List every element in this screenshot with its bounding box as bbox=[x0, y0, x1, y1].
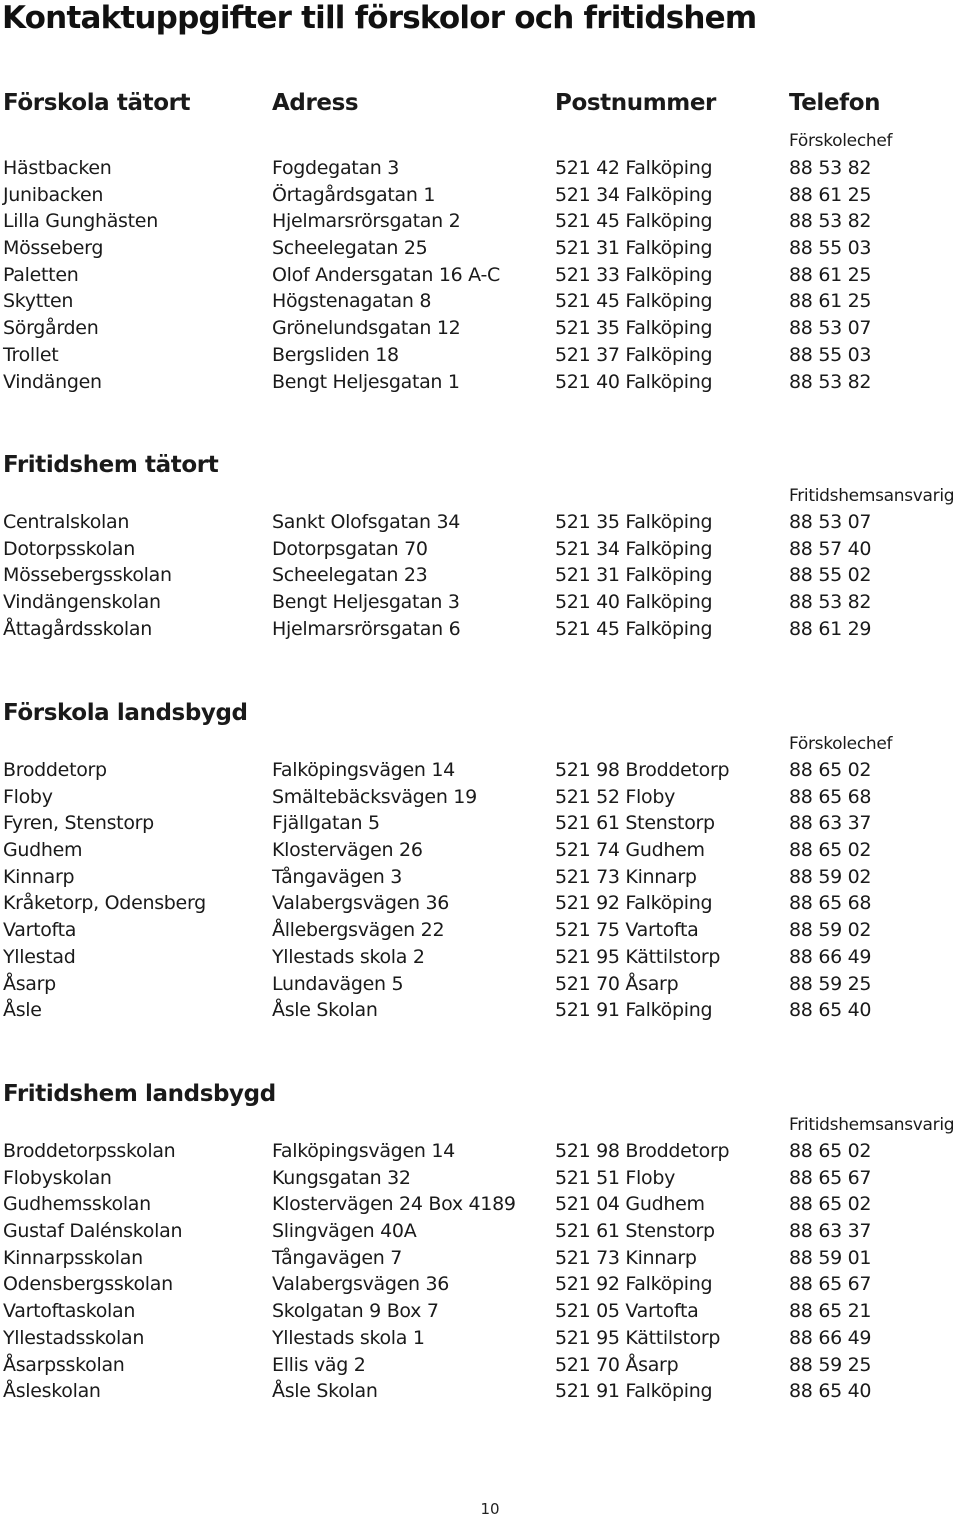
phone-number: 88 65 67 bbox=[789, 1166, 872, 1189]
phone-number: 88 66 49 bbox=[789, 945, 872, 968]
contact-table bbox=[0, 757, 960, 1024]
school-name: Åsleskolan bbox=[3, 1380, 101, 1403]
table-row bbox=[0, 1352, 960, 1379]
school-name: Vartoftaskolan bbox=[3, 1300, 136, 1323]
phone-number: 88 55 03 bbox=[789, 237, 872, 260]
street-address: Grönelundsgatan 12 bbox=[272, 317, 461, 340]
street-address: Åsle Skolan bbox=[272, 1380, 378, 1403]
postal-code: 521 45 Falköping bbox=[555, 290, 713, 313]
phone-number: 88 65 40 bbox=[789, 1380, 872, 1403]
table-row bbox=[0, 208, 960, 235]
table-row bbox=[0, 890, 960, 917]
school-name: Åsarp bbox=[3, 972, 56, 995]
phone-number: 88 65 02 bbox=[789, 839, 872, 862]
street-address: Scheelegatan 23 bbox=[272, 564, 428, 587]
table-row bbox=[0, 1165, 960, 1192]
school-name: Paletten bbox=[3, 263, 79, 286]
postal-code: 521 45 Falköping bbox=[555, 617, 713, 640]
phone-number: 88 59 01 bbox=[789, 1246, 872, 1269]
street-address: Bengt Heljesgatan 3 bbox=[272, 591, 460, 614]
postal-code: 521 35 Falköping bbox=[555, 511, 713, 533]
postal-code: 521 74 Gudhem bbox=[555, 839, 705, 862]
school-name: Sörgården bbox=[3, 317, 99, 340]
column-header-postcode: Postnummer bbox=[555, 90, 716, 116]
street-address: Valabergsvägen 36 bbox=[272, 892, 450, 915]
street-address: Tångavägen 7 bbox=[272, 1246, 402, 1269]
school-name: Yllestadsskolan bbox=[3, 1326, 145, 1349]
postal-code: 521 92 Falköping bbox=[555, 1273, 713, 1296]
postal-code: 521 34 Falköping bbox=[555, 537, 713, 560]
street-address: Åsle Skolan bbox=[272, 999, 378, 1022]
street-address: Slingvägen 40A bbox=[272, 1220, 417, 1243]
street-address: Valabergsvägen 36 bbox=[272, 1273, 450, 1296]
school-name: Lilla Gunghästen bbox=[3, 210, 158, 233]
phone-number: 88 65 02 bbox=[789, 1140, 872, 1162]
postal-code: 521 98 Broddetorp bbox=[555, 759, 730, 781]
phone-number: 88 66 49 bbox=[789, 1326, 872, 1349]
postal-code: 521 37 Falköping bbox=[555, 343, 713, 366]
postal-code: 521 91 Falköping bbox=[555, 1380, 713, 1403]
school-name: Mösseberg bbox=[3, 237, 104, 260]
street-address: Ellis väg 2 bbox=[272, 1353, 366, 1376]
street-address: Falköpingsvägen 14 bbox=[272, 1140, 455, 1162]
contact-role-label: Förskolechef bbox=[789, 131, 893, 151]
phone-number: 88 61 25 bbox=[789, 183, 872, 206]
school-name: Junibacken bbox=[3, 183, 104, 206]
table-row bbox=[0, 1138, 960, 1165]
column-header-phone: Telefon bbox=[789, 90, 881, 116]
school-name: Gudhem bbox=[3, 839, 83, 862]
postal-code: 521 52 Floby bbox=[555, 785, 676, 808]
table-row bbox=[0, 509, 960, 536]
contact-role-label: Fritidshemsansvarig bbox=[789, 1115, 955, 1135]
school-name: Gudhemsskolan bbox=[3, 1193, 151, 1216]
phone-number: 88 55 02 bbox=[789, 564, 872, 587]
postal-code: 521 40 Falköping bbox=[555, 591, 713, 614]
school-name: Yllestad bbox=[3, 945, 76, 968]
street-address: Yllestads skola 1 bbox=[272, 1326, 425, 1349]
postal-code: 521 98 Broddetorp bbox=[555, 1140, 730, 1162]
street-address: Smältebäcksvägen 19 bbox=[272, 785, 477, 808]
phone-number: 88 59 25 bbox=[789, 972, 872, 995]
school-name: Gustaf Dalénskolan bbox=[3, 1220, 183, 1243]
street-address: Hjelmarsrörsgatan 2 bbox=[272, 210, 461, 233]
street-address: Sankt Olofsgatan 34 bbox=[272, 511, 461, 533]
phone-number: 88 57 40 bbox=[789, 537, 872, 560]
street-address: Bengt Heljesgatan 1 bbox=[272, 370, 460, 393]
school-name: Åttagårdsskolan bbox=[3, 617, 152, 640]
school-name: Vindängenskolan bbox=[3, 591, 161, 614]
street-address: Tångavägen 3 bbox=[272, 865, 402, 888]
postal-code: 521 05 Vartofta bbox=[555, 1300, 699, 1323]
table-row bbox=[0, 944, 960, 971]
street-address: Högstenagatan 8 bbox=[272, 290, 432, 313]
phone-number: 88 63 37 bbox=[789, 1220, 872, 1243]
table-row bbox=[0, 1298, 960, 1325]
postal-code: 521 61 Stenstorp bbox=[555, 1220, 715, 1243]
table-row bbox=[0, 1325, 960, 1352]
postal-code: 521 42 Falköping bbox=[555, 157, 713, 179]
street-address: Lundavägen 5 bbox=[272, 972, 404, 995]
column-header-address: Adress bbox=[272, 90, 359, 116]
school-name: Hästbacken bbox=[3, 157, 112, 179]
contact-table bbox=[0, 509, 960, 642]
street-address: Yllestads skola 2 bbox=[272, 945, 425, 968]
school-name: Kinnarpsskolan bbox=[3, 1246, 143, 1269]
street-address: Kungsgatan 32 bbox=[272, 1166, 411, 1189]
table-row bbox=[0, 1191, 960, 1218]
postal-code: 521 75 Vartofta bbox=[555, 919, 699, 942]
table-row bbox=[0, 369, 960, 396]
street-address: Ållebergsvägen 22 bbox=[272, 919, 445, 942]
postal-code: 521 95 Kättilstorp bbox=[555, 1326, 721, 1349]
school-name: Odensbergsskolan bbox=[3, 1273, 173, 1296]
table-row bbox=[0, 589, 960, 616]
table-row bbox=[0, 536, 960, 563]
table-row bbox=[0, 971, 960, 998]
section-title: Fritidshem tätort bbox=[3, 452, 219, 478]
table-row bbox=[0, 616, 960, 643]
street-address: Hjelmarsrörsgatan 6 bbox=[272, 617, 461, 640]
phone-number: 88 53 82 bbox=[789, 157, 872, 179]
street-address: Falköpingsvägen 14 bbox=[272, 759, 455, 781]
postal-code: 521 31 Falköping bbox=[555, 237, 713, 260]
phone-number: 88 55 03 bbox=[789, 343, 872, 366]
phone-number: 88 59 02 bbox=[789, 865, 872, 888]
school-name: Skytten bbox=[3, 290, 74, 313]
school-name: Mössebergsskolan bbox=[3, 564, 172, 587]
postal-code: 521 61 Stenstorp bbox=[555, 812, 715, 835]
postal-code: 521 31 Falköping bbox=[555, 564, 713, 587]
phone-number: 88 65 67 bbox=[789, 1273, 872, 1296]
street-address: Bergsliden 18 bbox=[272, 343, 399, 366]
table-row bbox=[0, 1378, 960, 1405]
section-title: Förskola landsbygd bbox=[3, 700, 248, 726]
table-row bbox=[0, 235, 960, 262]
school-name: Kråketorp, Odensberg bbox=[3, 892, 206, 915]
table-row bbox=[0, 1218, 960, 1245]
phone-number: 88 65 21 bbox=[789, 1300, 872, 1323]
table-row bbox=[0, 562, 960, 589]
postal-code: 521 95 Kättilstorp bbox=[555, 945, 721, 968]
postal-code: 521 45 Falköping bbox=[555, 210, 713, 233]
postal-code: 521 34 Falköping bbox=[555, 183, 713, 206]
table-row bbox=[0, 182, 960, 209]
phone-number: 88 65 02 bbox=[789, 1193, 872, 1216]
table-row bbox=[0, 315, 960, 342]
phone-number: 88 63 37 bbox=[789, 812, 872, 835]
postal-code: 521 70 Åsarp bbox=[555, 1353, 679, 1376]
postal-code: 521 91 Falköping bbox=[555, 999, 713, 1022]
postal-code: 521 92 Falköping bbox=[555, 892, 713, 915]
school-name: Vartofta bbox=[3, 919, 77, 942]
school-name: Flobyskolan bbox=[3, 1166, 112, 1189]
phone-number: 88 65 68 bbox=[789, 785, 872, 808]
school-name: Floby bbox=[3, 785, 53, 808]
postal-code: 521 33 Falköping bbox=[555, 263, 713, 286]
page-number: 10 bbox=[480, 1500, 500, 1518]
phone-number: 88 59 25 bbox=[789, 1353, 872, 1376]
street-address: Fogdegatan 3 bbox=[272, 157, 400, 179]
school-name: Fyren, Stenstorp bbox=[3, 812, 154, 835]
contact-role-label: Fritidshemsansvarig bbox=[789, 486, 955, 506]
table-row bbox=[0, 864, 960, 891]
postal-code: 521 73 Kinnarp bbox=[555, 1246, 697, 1269]
phone-number: 88 53 07 bbox=[789, 317, 872, 340]
column-header-preschool: Förskola tätort bbox=[3, 90, 191, 116]
postal-code: 521 51 Floby bbox=[555, 1166, 676, 1189]
school-name: Trollet bbox=[3, 343, 59, 366]
street-address: Scheelegatan 25 bbox=[272, 237, 428, 260]
phone-number: 88 61 25 bbox=[789, 263, 872, 286]
phone-number: 88 53 82 bbox=[789, 591, 872, 614]
table-row bbox=[0, 757, 960, 784]
table-row bbox=[0, 288, 960, 315]
phone-number: 88 65 40 bbox=[789, 999, 872, 1022]
page-title: Kontaktuppgifter till förskolor och fritidshem bbox=[2, 0, 757, 36]
phone-number: 88 53 82 bbox=[789, 370, 872, 393]
school-name: Broddetorp bbox=[3, 759, 107, 781]
postal-code: 521 40 Falköping bbox=[555, 370, 713, 393]
table-row bbox=[0, 342, 960, 369]
table-row bbox=[0, 262, 960, 289]
table-row bbox=[0, 155, 960, 182]
phone-number: 88 61 25 bbox=[789, 290, 872, 313]
postal-code: 521 35 Falköping bbox=[555, 317, 713, 340]
table-row bbox=[0, 810, 960, 837]
table-row bbox=[0, 784, 960, 811]
street-address: Klostervägen 24 Box 4189 bbox=[272, 1193, 516, 1216]
school-name: Åsle bbox=[3, 999, 42, 1022]
school-name: Vindängen bbox=[3, 370, 102, 393]
contact-role-label: Förskolechef bbox=[789, 734, 893, 754]
table-row bbox=[0, 997, 960, 1024]
contact-table bbox=[0, 155, 960, 395]
phone-number: 88 53 82 bbox=[789, 210, 872, 233]
table-row bbox=[0, 1245, 960, 1272]
table-row bbox=[0, 1271, 960, 1298]
school-name: Dotorpsskolan bbox=[3, 537, 136, 560]
phone-number: 88 59 02 bbox=[789, 919, 872, 942]
school-name: Broddetorpsskolan bbox=[3, 1140, 176, 1162]
street-address: Örtagårdsgatan 1 bbox=[272, 183, 436, 206]
table-row bbox=[0, 837, 960, 864]
street-address: Skolgatan 9 Box 7 bbox=[272, 1300, 439, 1323]
postal-code: 521 73 Kinnarp bbox=[555, 865, 697, 888]
school-name: Centralskolan bbox=[3, 511, 130, 533]
postal-code: 521 04 Gudhem bbox=[555, 1193, 705, 1216]
phone-number: 88 65 02 bbox=[789, 759, 872, 781]
street-address: Olof Andersgatan 16 A-C bbox=[272, 263, 500, 286]
contact-table bbox=[0, 1138, 960, 1405]
street-address: Dotorpsgatan 70 bbox=[272, 537, 428, 560]
street-address: Fjällgatan 5 bbox=[272, 812, 380, 835]
street-address: Klostervägen 26 bbox=[272, 839, 423, 862]
table-row bbox=[0, 917, 960, 944]
phone-number: 88 53 07 bbox=[789, 511, 872, 533]
school-name: Kinnarp bbox=[3, 865, 75, 888]
phone-number: 88 61 29 bbox=[789, 617, 872, 640]
postal-code: 521 70 Åsarp bbox=[555, 972, 679, 995]
section-title: Fritidshem landsbygd bbox=[3, 1081, 276, 1107]
school-name: Åsarpsskolan bbox=[3, 1353, 125, 1376]
phone-number: 88 65 68 bbox=[789, 892, 872, 915]
